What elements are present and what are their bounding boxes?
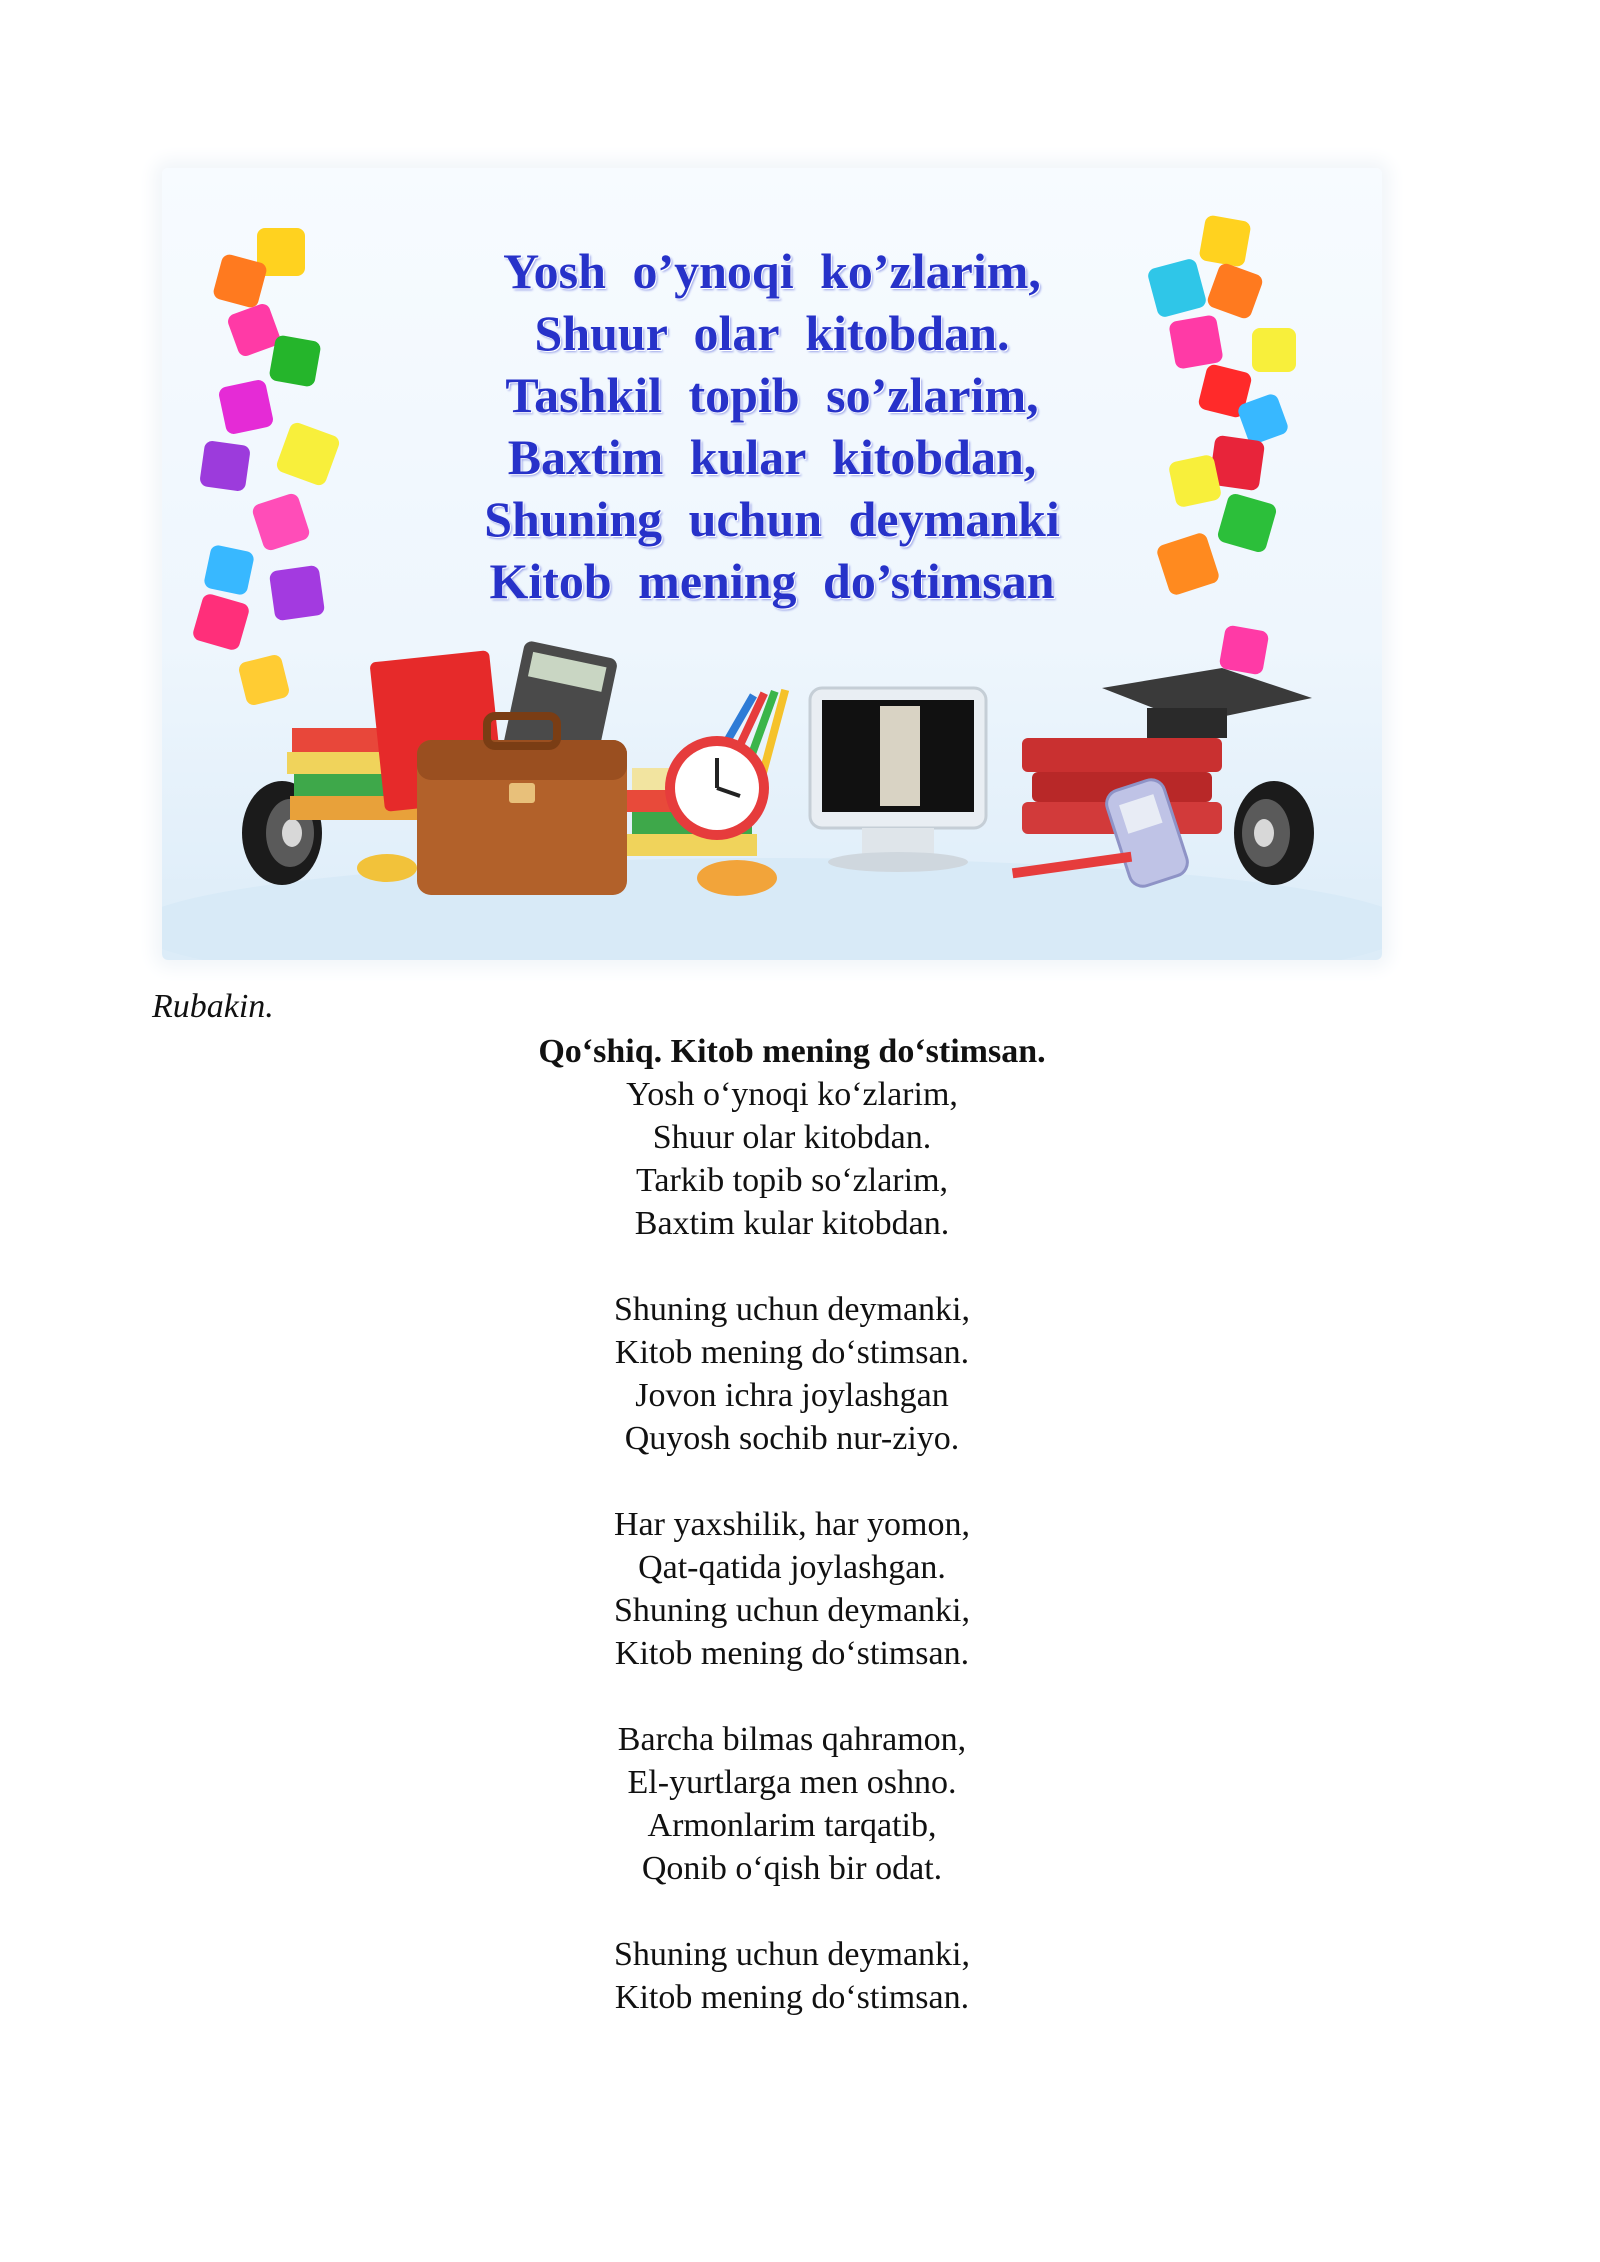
briefcase-icon [417,716,627,895]
verse-line: Kitob mening do‘stimsan. [614,1334,970,1371]
leaf-icon [697,860,777,896]
verse-line: Kitob mening do‘stimsan. [614,1635,970,1672]
poster-line: Yosh o’ynoqi ko’zlarim, [503,243,1041,299]
verse-line: Barcha bilmas qahramon, [617,1721,967,1758]
poster-verse [412,240,1132,612]
clock-icon [665,736,769,840]
poster-line: Kitob mening do’stimsan [489,553,1055,609]
poster-line: Shuur olar kitobdan. [534,305,1010,361]
computer-monitor-icon [810,688,986,872]
stanza [0,1718,1584,1890]
verse-line: Shuning uchun deymanki, [613,1936,971,1973]
puzzle-pieces-right-icon [1146,214,1296,675]
stanza [0,1288,1584,1460]
verse-line: Armonlarim tarqatib, [647,1807,937,1844]
song-title: Qo‘shiq. Kitob mening do‘stimsan. [538,1033,1046,1070]
verse-line: Kitob mening do‘stimsan. [614,1979,970,2016]
verse-line: Quyosh sochib nur-ziyo. [624,1420,960,1457]
verse-line: Tarkib topib so‘zlarim, [635,1162,949,1199]
poster-image [162,168,1382,960]
speaker-right-icon [1234,781,1314,885]
verse-line: Yosh o‘ynoqi ko‘zlarim, [626,1076,958,1113]
verse-line: Har yaxshilik, har yomon, [614,1506,970,1543]
image-caption: Rubakin. [152,988,274,1025]
verse-line: Qonib o‘qish bir odat. [641,1850,943,1887]
stanza [0,1503,1584,1675]
stanza [0,1073,1584,1245]
verse-line: Shuning uchun deymanki, [613,1592,971,1629]
stanza [0,1933,1584,2019]
poster-line: Baxtim kular kitobdan, [507,429,1037,485]
poster-line: Shuning uchun deymanki [484,491,1060,547]
verse-line: Shuning uchun deymanki, [613,1291,971,1328]
leaf-icon [357,854,417,882]
song [0,1030,1584,2019]
verse-line: Shuur olar kitobdan. [652,1119,932,1156]
puzzle-pieces-left-icon [191,228,341,707]
verse-line: Qat-qatida joylashgan. [638,1549,946,1586]
poster-line: Tashkil topib so’zlarim, [505,367,1039,423]
verse-line: El-yurtlarga men oshno. [627,1764,957,1801]
verse-line: Baxtim kular kitobdan. [634,1205,950,1242]
graduation-cap-icon [1102,668,1312,738]
verse-line: Jovon ichra joylashgan [635,1377,949,1414]
